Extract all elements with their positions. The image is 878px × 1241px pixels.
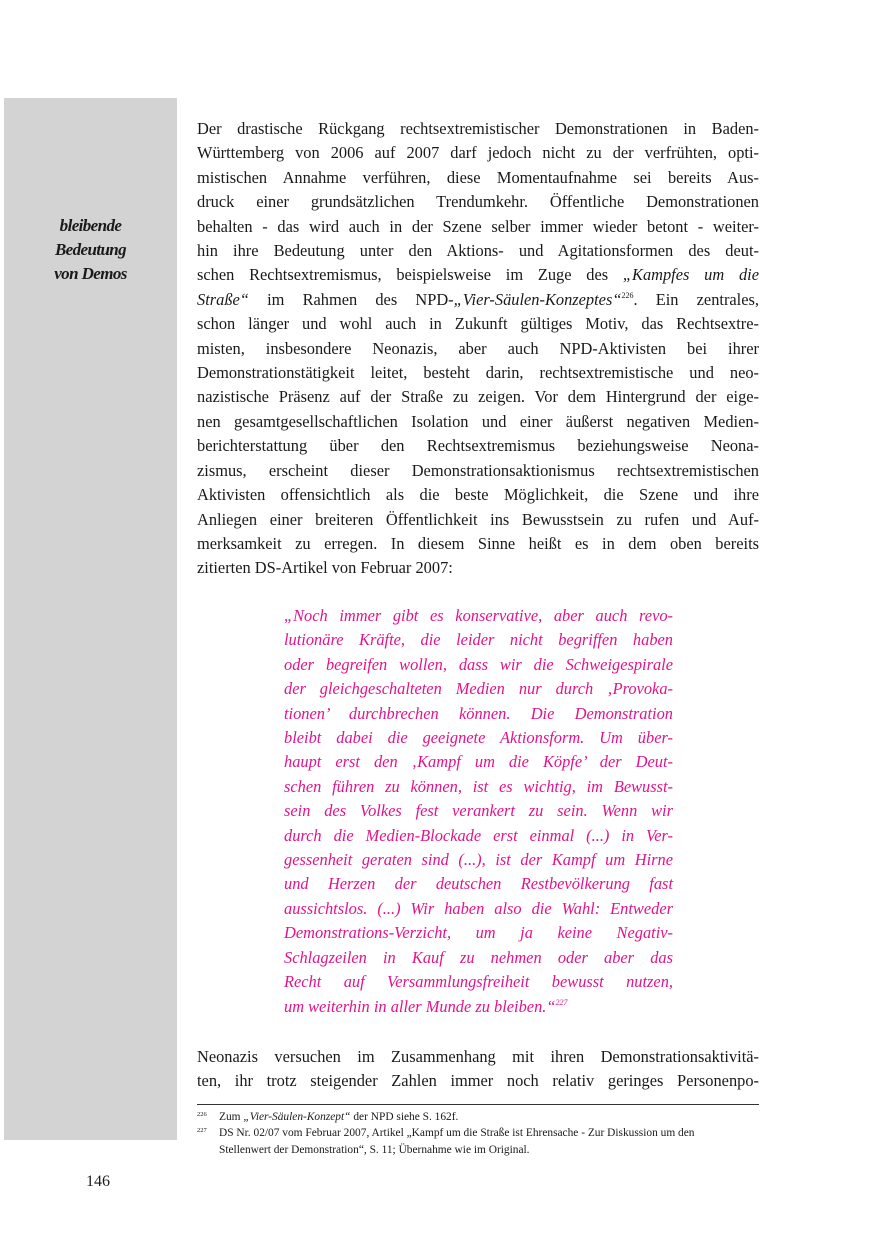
footnote-text: Zum <box>219 1111 244 1123</box>
footnote-ref: 227 <box>555 997 568 1007</box>
quote-line: „Noch immer gibt es konservative, aber auch revo- <box>284 606 673 625</box>
italic-run: „Vier-Säulen-Konzeptes“ <box>453 289 622 309</box>
quote-line: durch die Medien-Blockade erst einmal (...) in Ver- <box>284 825 673 845</box>
footnote-number: 226 <box>197 1111 207 1118</box>
footnote-ref: 226 <box>621 290 634 300</box>
footnote-number: 227 <box>197 1127 207 1135</box>
footnotes <box>197 1109 759 1158</box>
margin-note-line: Bedeutung <box>54 240 127 259</box>
footnote-text: DS Nr. 02/07 vom Februar 2007, Artikel „Kampf um die Straße ist Ehrensache - Zur Diskussion um den <box>219 1127 695 1140</box>
italic-run: Straße“ <box>197 289 249 309</box>
margin-note <box>24 214 157 286</box>
quote-line: aussichtslos. (...) Wir haben also die Wahl: Entweder <box>284 898 673 918</box>
quote-line: der gleichgeschalteten Medien nur durch ‚Provoka- <box>284 679 673 699</box>
text-line: hin ihre Bedeutung unter den Aktions- und Agitationsformen des deut- <box>197 241 759 261</box>
text-line: schon länger und wohl auch in Zukunft gültiges Motiv, das Rechtsextre- <box>197 314 759 334</box>
text-line: mistischen Annahme verführen, diese Momentaufnahme sei bereits Aus- <box>197 167 759 187</box>
page-number: 146 <box>86 1173 110 1190</box>
text-line <box>197 263 759 287</box>
quote-line: und Herzen der deutschen Restbevölkerung fast <box>284 874 673 894</box>
text-line: zitierten DS-Artikel von Februar 2007: <box>197 558 453 578</box>
margin-note-line: von Demos <box>54 264 127 283</box>
text-line: Demonstrationstätigkeit leitet, besteht darin, rechtsextremistische und neo- <box>197 363 759 383</box>
italic-run: „Kampfes um die <box>622 265 759 285</box>
text-line: merksamkeit zu erregen. In diesem Sinne heißt es in dem oben bereits <box>197 533 759 553</box>
quote-line: sein des Volkes fest verankert zu sein. Wenn wir <box>284 801 673 821</box>
text-run: . Ein zentrales, <box>633 289 759 309</box>
text-line: zismus, erscheint dieser Demonstrationsaktionismus rechtsextremistischen <box>197 460 759 480</box>
quote-line: oder begreifen wollen, dass wir die Schweigespirale <box>284 654 673 674</box>
quote-line: bleibt dabei die geeignete Aktionsform. Um über- <box>284 728 673 748</box>
quote-line: Recht auf Versammlungsfreiheit bewusst nutzen, <box>284 972 673 992</box>
text-line: Der drastische Rückgang rechtsextremistischer Demonstrationen in Baden- <box>197 119 759 138</box>
quote-line: gessenheit geraten sind (...), ist der Kampf um Hirne <box>284 850 673 870</box>
text-line <box>197 288 759 312</box>
margin-note-line: bleibende <box>59 216 122 235</box>
body-paragraph-2 <box>197 1045 759 1094</box>
text-line: Anliegen einer breiteren Öffentlichkeit ins Bewusstsein zu rufen und Auf- <box>197 509 759 529</box>
text-run: im Rahmen des NPD- <box>248 289 454 309</box>
text-line: ten, ihr trotz steigender Zahlen immer noch relativ geringes Personenpo- <box>197 1071 759 1091</box>
text-line: Aktivisten offensichtlich als die beste Möglichkeit, die Szene und ihre <box>197 485 759 505</box>
text-line: nazistische Präsenz auf der Straße zu zeigen. Vor dem Hintergrund der eige- <box>197 387 759 407</box>
quote-line: Schlagzeilen in Kauf zu nehmen oder aber das <box>284 947 673 967</box>
text-line: Württemberg von 2006 auf 2007 darf jedoch nicht zu der verfrühten, opti- <box>197 143 759 163</box>
text-line: druck einer grundsätzlichen Trendumkehr. Öffentliche Demonstrationen <box>197 192 759 212</box>
text-line: berichterstattung über den Rechtsextremismus beziehungsweise Neona- <box>197 436 759 456</box>
text-line: misten, insbesondere Neonazis, aber auch NPD-Aktivisten bei ihrer <box>197 338 759 358</box>
footnote-divider <box>197 1104 759 1105</box>
quote-line: Demonstrations-Verzicht, um ja keine Negativ- <box>284 923 673 943</box>
quote-line: schen führen zu können, ist es wichtig, im Bewusst- <box>284 776 673 796</box>
quote-line: haupt erst den ‚Kampf um die Köpfe’ der Deut- <box>284 752 673 772</box>
footnote-text: Stellenwert der Demonstration“, S. 11; Übernahme wie im Original. <box>219 1143 530 1156</box>
footnote-text: der NPD siehe S. 162f. <box>350 1111 459 1123</box>
footnote-227 <box>197 1125 759 1158</box>
text-run: schen Rechtsextremismus, beispielsweise im Zuge des <box>197 265 623 285</box>
quote-line <box>284 995 673 1019</box>
text-line: Neonazis versuchen im Zusammenhang mit ihren Demonstrationsaktivitä- <box>197 1047 759 1066</box>
quote-line: lutionäre Kräfte, die leider nicht begriffen haben <box>284 630 673 650</box>
quote-line: tionen’ durchbrechen können. Die Demonstration <box>284 703 673 723</box>
text-line: nen gesamtgesellschaftlichen Isolation und einer äußerst negativen Medien- <box>197 411 759 431</box>
footnote-italic: „Vier-Säulen-Konzept“ <box>243 1111 351 1123</box>
text-line: behalten - das wird auch in der Szene selber immer wieder betont - weiter- <box>197 216 759 236</box>
body-paragraph-1 <box>197 117 759 581</box>
block-quote <box>284 604 673 1019</box>
footnote-226 <box>197 1109 759 1125</box>
quote-text-run: um weiterhin in aller Munde zu bleiben.“ <box>284 996 556 1016</box>
